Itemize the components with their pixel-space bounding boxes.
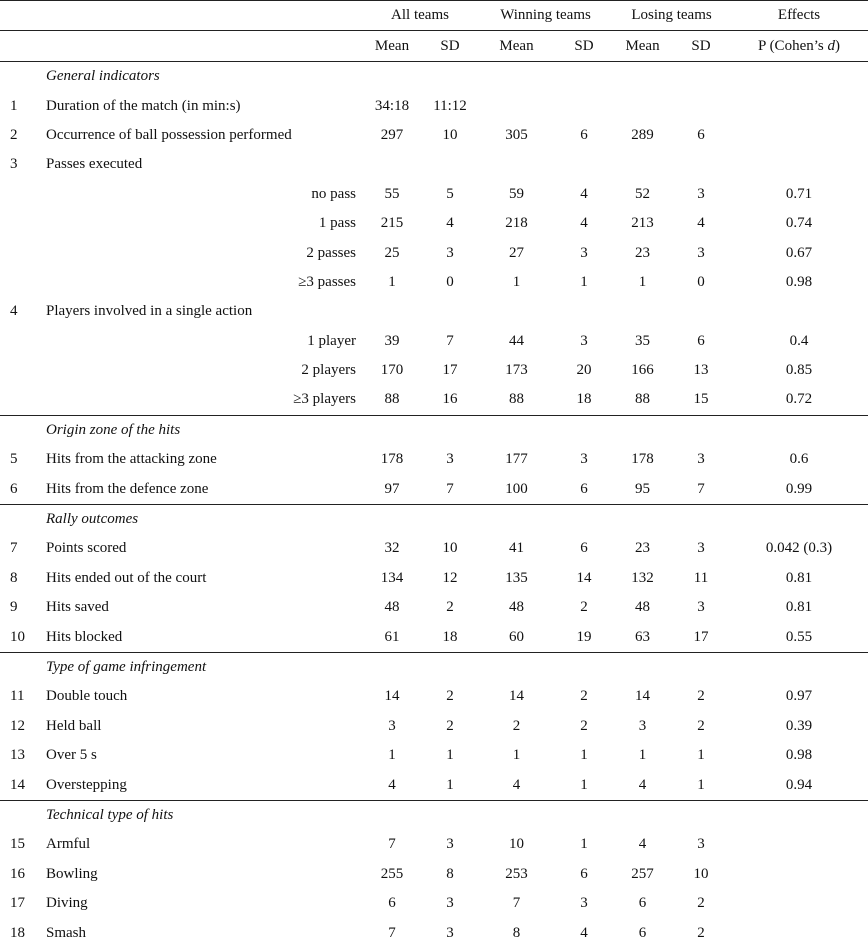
table-row [0, 593, 868, 622]
cell-all-sd: 7 [446, 332, 454, 349]
section-header-row [0, 652, 868, 682]
section-header-row [0, 504, 868, 534]
cell-los-mean: 257 [631, 865, 654, 882]
cell-effect [730, 918, 868, 947]
section-header-row [0, 62, 868, 92]
cell-win-sd: 4 [580, 924, 588, 941]
cell-effect: 0.6 [789, 451, 809, 468]
cell-all-mean: 32 [384, 540, 400, 557]
row-label: Overstepping [46, 776, 127, 793]
cell-los-sd: 2 [697, 924, 705, 941]
row-number: 2 [10, 126, 18, 143]
header-win-mean: Mean [478, 31, 555, 62]
header-winning-teams: Winning teams [478, 1, 613, 31]
header-los-mean: Mean [613, 31, 672, 62]
cell-win-mean: 177 [505, 451, 528, 468]
cell-los-mean: 14 [635, 688, 651, 705]
row-number: 6 [10, 480, 18, 497]
row-number [0, 238, 46, 267]
cell-win-sd [555, 150, 613, 179]
cell-all-sd [422, 150, 478, 179]
cell-win-mean: 88 [509, 391, 524, 408]
cell-los-mean: 132 [631, 569, 654, 586]
cell-all-sd: 12 [442, 569, 458, 586]
cell-los-mean: 289 [631, 126, 654, 143]
table-row [0, 741, 868, 770]
cell-all-mean: 97 [384, 480, 400, 497]
cell-all-mean: 3 [388, 717, 396, 734]
cell-all-mean: 39 [384, 332, 400, 349]
row-label: Passes executed [46, 156, 143, 173]
cell-win-mean [478, 91, 555, 120]
cell-win-mean: 100 [505, 480, 528, 497]
cell-all-sd: 1 [446, 776, 454, 793]
cell-los-sd [672, 150, 730, 179]
cell-all-sd: 16 [442, 391, 458, 408]
cell-effect: 0.81 [785, 569, 813, 586]
row-number [0, 180, 46, 209]
row-label: Hits saved [46, 599, 109, 616]
cell-los-sd: 13 [693, 362, 709, 379]
cell-all-sd: 3 [446, 924, 454, 941]
cell-win-sd: 1 [580, 776, 588, 793]
table-row [0, 268, 868, 297]
cell-effect: 0.67 [785, 244, 813, 261]
cell-effect [730, 889, 868, 918]
cell-all-mean: 34:18 [374, 97, 410, 114]
table-row [0, 534, 868, 563]
cell-win-mean: 253 [505, 865, 528, 882]
cell-los-mean: 48 [635, 599, 651, 616]
cell-win-mean: 27 [509, 244, 524, 261]
cell-effect: 0.55 [785, 628, 813, 645]
cell-los-mean: 23 [635, 540, 651, 557]
cell-win-mean: 8 [512, 924, 521, 941]
cell-win-mean [478, 150, 555, 179]
cell-los-sd: 7 [697, 480, 705, 497]
cell-los-sd: 3 [697, 836, 705, 853]
cell-all-mean: 1 [388, 747, 396, 764]
cell-los-sd [672, 91, 730, 120]
cell-all-mean: 7 [388, 924, 396, 941]
cell-win-sd: 3 [580, 895, 588, 912]
cell-all-sd: 8 [446, 865, 454, 882]
cell-los-mean: 1 [638, 273, 647, 290]
row-label: Duration of the match (in min:s) [46, 97, 241, 114]
cell-effect [730, 297, 868, 326]
row-number [0, 327, 46, 356]
header-sub-row [0, 31, 868, 62]
cell-effect: 0.042 (0.3) [765, 540, 833, 557]
row-label: Hits from the defence zone [46, 480, 209, 497]
table-row [0, 860, 868, 889]
cell-all-sd: 11:12 [433, 97, 467, 114]
cell-effect: 0.4 [789, 332, 809, 349]
row-number [0, 356, 46, 385]
row-label: Over 5 s [46, 747, 97, 764]
table-row [0, 918, 868, 947]
cell-all-mean: 61 [384, 628, 400, 645]
row-number: 4 [10, 303, 18, 320]
cell-los-sd: 3 [697, 599, 705, 616]
row-label: Smash [46, 924, 87, 941]
cell-all-mean: 14 [384, 688, 400, 705]
row-number: 1 [10, 97, 18, 114]
table-row [0, 889, 868, 918]
table-row [0, 474, 868, 504]
cell-win-mean: 4 [512, 776, 521, 793]
row-label: 1 pass [318, 215, 356, 232]
cell-effect: 0.97 [785, 688, 813, 705]
cell-win-sd [555, 91, 613, 120]
cell-win-mean: 1 [512, 273, 521, 290]
row-label: Players involved in a single action [46, 303, 253, 320]
cell-all-sd: 0 [446, 273, 454, 290]
cell-los-mean: 4 [638, 776, 647, 793]
cell-win-sd: 3 [580, 244, 588, 261]
row-label: Points scored [46, 540, 127, 557]
header-all-sd: SD [422, 31, 478, 62]
cell-win-sd: 19 [576, 628, 592, 645]
cell-win-sd: 2 [580, 599, 588, 616]
cell-los-mean [613, 297, 672, 326]
cell-los-sd: 17 [693, 628, 709, 645]
cell-los-mean: 35 [635, 332, 651, 349]
cell-all-mean: 255 [380, 865, 404, 882]
cell-all-sd: 2 [446, 717, 454, 734]
section-header-row [0, 800, 868, 830]
cell-all-sd: 3 [446, 451, 454, 468]
cell-effect: 0.99 [785, 480, 813, 497]
row-label: ≥3 passes [298, 273, 356, 290]
row-label: Hits ended out of the court [46, 569, 207, 586]
cell-all-mean [362, 297, 422, 326]
cell-all-mean: 178 [380, 451, 404, 468]
cell-win-sd: 4 [580, 185, 588, 202]
cell-win-sd: 1 [580, 747, 588, 764]
cell-los-sd: 11 [693, 569, 709, 586]
row-label: Hits blocked [46, 628, 123, 645]
header-los-sd: SD [672, 31, 730, 62]
cell-win-mean: 14 [509, 688, 524, 705]
cell-win-mean: 59 [509, 185, 524, 202]
cell-effect [730, 121, 868, 150]
section-title: Technical type of hits [46, 800, 362, 830]
cell-win-sd: 6 [580, 865, 588, 882]
cell-effect [730, 860, 868, 889]
cell-all-sd: 1 [446, 747, 454, 764]
cell-win-mean [478, 297, 555, 326]
cell-all-mean: 215 [380, 215, 404, 232]
cell-win-mean: 44 [509, 332, 524, 349]
row-number: 3 [10, 156, 18, 173]
row-number [0, 209, 46, 238]
cell-all-mean: 88 [384, 391, 400, 408]
cell-los-mean: 1 [638, 747, 647, 764]
cell-win-sd: 1 [580, 273, 588, 290]
table-row [0, 297, 868, 326]
section-header-row [0, 415, 868, 445]
cell-all-mean: 7 [388, 836, 396, 853]
cell-all-sd: 2 [446, 599, 454, 616]
row-label: no pass [311, 185, 356, 202]
row-label: Hits from the attacking zone [46, 451, 217, 468]
row-label: Held ball [46, 717, 102, 734]
table-row [0, 770, 868, 800]
row-label: ≥3 players [293, 391, 356, 408]
cell-los-sd: 10 [693, 865, 709, 882]
row-label: 1 player [307, 332, 356, 349]
table-row [0, 121, 868, 150]
cell-win-mean: 135 [505, 569, 528, 586]
cell-win-mean: 41 [509, 540, 524, 557]
row-number [0, 385, 46, 415]
cell-los-sd: 0 [697, 273, 705, 290]
cell-win-mean: 173 [505, 362, 528, 379]
cell-win-sd: 2 [580, 717, 588, 734]
cell-all-sd: 3 [446, 895, 454, 912]
cell-los-sd: 4 [697, 215, 705, 232]
cell-effect [730, 91, 868, 120]
cell-effect: 0.71 [785, 185, 813, 202]
row-label: Occurrence of ball possession performed [46, 126, 292, 143]
section-title: Type of game infringement [46, 652, 362, 682]
cell-all-sd: 3 [446, 244, 454, 261]
table-row [0, 150, 868, 179]
cell-los-mean: 88 [635, 391, 651, 408]
cell-los-sd: 1 [697, 776, 705, 793]
cell-los-sd: 2 [697, 895, 705, 912]
table-row [0, 356, 868, 385]
cell-win-sd: 1 [580, 836, 588, 853]
row-label: Bowling [46, 865, 98, 882]
header-effect-text: P (Cohen’s d) [758, 37, 840, 54]
cell-all-mean [362, 150, 422, 179]
cell-los-mean: 63 [635, 628, 651, 645]
row-number: 8 [10, 569, 18, 586]
cell-all-mean: 1 [388, 273, 396, 290]
cell-win-mean: 218 [505, 215, 528, 232]
header-effect-p [730, 31, 868, 62]
cell-win-mean: 2 [512, 717, 521, 734]
cell-los-mean: 213 [631, 215, 654, 232]
table-row [0, 385, 868, 415]
cell-los-mean: 52 [635, 185, 651, 202]
cell-effect: 0.81 [785, 599, 813, 616]
cell-los-mean: 23 [635, 244, 651, 261]
cell-win-mean: 7 [512, 895, 521, 912]
cell-win-sd: 20 [576, 362, 592, 379]
header-win-sd: SD [555, 31, 613, 62]
row-number: 5 [10, 451, 18, 468]
cell-win-mean: 60 [509, 628, 524, 645]
cell-los-mean: 4 [638, 836, 647, 853]
cell-all-mean: 4 [388, 776, 396, 793]
row-number: 18 [10, 924, 25, 941]
cell-all-sd: 4 [446, 215, 454, 232]
table-row [0, 238, 868, 267]
table-row [0, 180, 868, 209]
cell-all-mean: 25 [384, 244, 400, 261]
table-row [0, 209, 868, 238]
cell-los-mean: 166 [631, 362, 654, 379]
header-group-row [0, 1, 868, 31]
row-number: 17 [10, 895, 25, 912]
cell-effect: 0.98 [785, 273, 813, 290]
cell-all-sd: 7 [446, 480, 454, 497]
cell-effect [730, 150, 868, 179]
cell-win-sd: 6 [580, 480, 588, 497]
table-row [0, 327, 868, 356]
table-row [0, 830, 868, 859]
table-row [0, 712, 868, 741]
section-title: General indicators [46, 68, 160, 85]
row-number: 9 [10, 599, 18, 616]
cell-win-sd: 6 [580, 126, 588, 143]
cell-los-sd: 6 [697, 332, 705, 349]
cell-win-sd: 18 [576, 391, 592, 408]
cell-all-mean: 170 [380, 362, 404, 379]
row-label: Armful [46, 836, 91, 853]
cell-win-mean: 1 [512, 747, 521, 764]
cell-all-mean: 55 [384, 185, 400, 202]
cell-los-mean [613, 91, 672, 120]
row-number: 11 [10, 688, 25, 705]
cell-los-sd [672, 297, 730, 326]
table-row [0, 682, 868, 711]
row-number: 14 [10, 776, 25, 793]
cell-los-sd: 15 [693, 391, 709, 408]
cell-all-sd: 2 [446, 688, 454, 705]
cell-win-sd [555, 297, 613, 326]
row-label: 2 passes [306, 244, 356, 261]
section-title: Origin zone of the hits [46, 415, 362, 445]
header-losing-teams: Losing teams [613, 1, 730, 31]
cell-win-sd: 6 [580, 540, 588, 557]
table-row [0, 91, 868, 120]
header-all-teams: All teams [362, 1, 478, 31]
cell-win-mean: 48 [509, 599, 524, 616]
header-all-mean: Mean [362, 31, 422, 62]
cell-effect [730, 830, 868, 859]
cell-los-mean: 3 [638, 717, 647, 734]
section-title: Rally outcomes [46, 504, 362, 534]
row-number: 15 [10, 836, 25, 853]
cell-los-sd: 3 [697, 244, 705, 261]
cell-all-mean: 6 [388, 895, 396, 912]
cell-win-sd: 4 [580, 215, 588, 232]
cell-los-sd: 1 [697, 747, 705, 764]
cell-los-mean: 6 [638, 895, 647, 912]
table-row [0, 622, 868, 652]
row-number: 13 [10, 747, 25, 764]
row-label: Double touch [46, 688, 128, 705]
cell-all-sd: 17 [442, 362, 458, 379]
cell-all-mean: 134 [380, 569, 404, 586]
cell-win-mean: 305 [505, 126, 528, 143]
row-number: 7 [10, 540, 18, 557]
cell-all-mean: 297 [380, 126, 404, 143]
table-body [0, 62, 868, 948]
cell-effect: 0.72 [785, 391, 813, 408]
cell-effect: 0.98 [785, 747, 813, 764]
cell-all-sd: 18 [442, 628, 458, 645]
cell-win-sd: 3 [580, 332, 588, 349]
table-row [0, 564, 868, 593]
cell-los-sd: 3 [697, 451, 705, 468]
row-number: 12 [10, 717, 25, 734]
row-number: 16 [10, 865, 25, 882]
cell-all-sd: 10 [442, 540, 458, 557]
cell-all-mean: 48 [384, 599, 400, 616]
row-number: 10 [10, 628, 25, 645]
table-row [0, 445, 868, 474]
cell-all-sd: 3 [446, 836, 454, 853]
cell-all-sd: 10 [442, 126, 458, 143]
cell-effect: 0.94 [785, 776, 813, 793]
row-label: 2 players [301, 362, 356, 379]
cell-win-sd: 14 [576, 569, 592, 586]
cell-los-sd: 2 [697, 688, 705, 705]
header-effects: Effects [730, 1, 868, 31]
cell-win-sd: 3 [580, 451, 588, 468]
cell-effect: 0.74 [785, 215, 813, 232]
cell-los-mean: 178 [631, 451, 654, 468]
cell-los-sd: 3 [697, 185, 705, 202]
cell-all-sd [422, 297, 478, 326]
cell-effect: 0.39 [785, 717, 813, 734]
cell-win-mean: 10 [509, 836, 524, 853]
cell-los-sd: 3 [697, 540, 705, 557]
cell-los-mean: 6 [638, 924, 647, 941]
cell-los-sd: 2 [697, 717, 705, 734]
cell-all-sd: 5 [446, 185, 454, 202]
cell-los-mean [613, 150, 672, 179]
cell-effect: 0.85 [785, 362, 813, 379]
cell-los-mean: 95 [635, 480, 651, 497]
row-label: Diving [46, 895, 88, 912]
cell-win-sd: 2 [580, 688, 588, 705]
cell-los-sd: 6 [697, 126, 705, 143]
row-number [0, 268, 46, 297]
